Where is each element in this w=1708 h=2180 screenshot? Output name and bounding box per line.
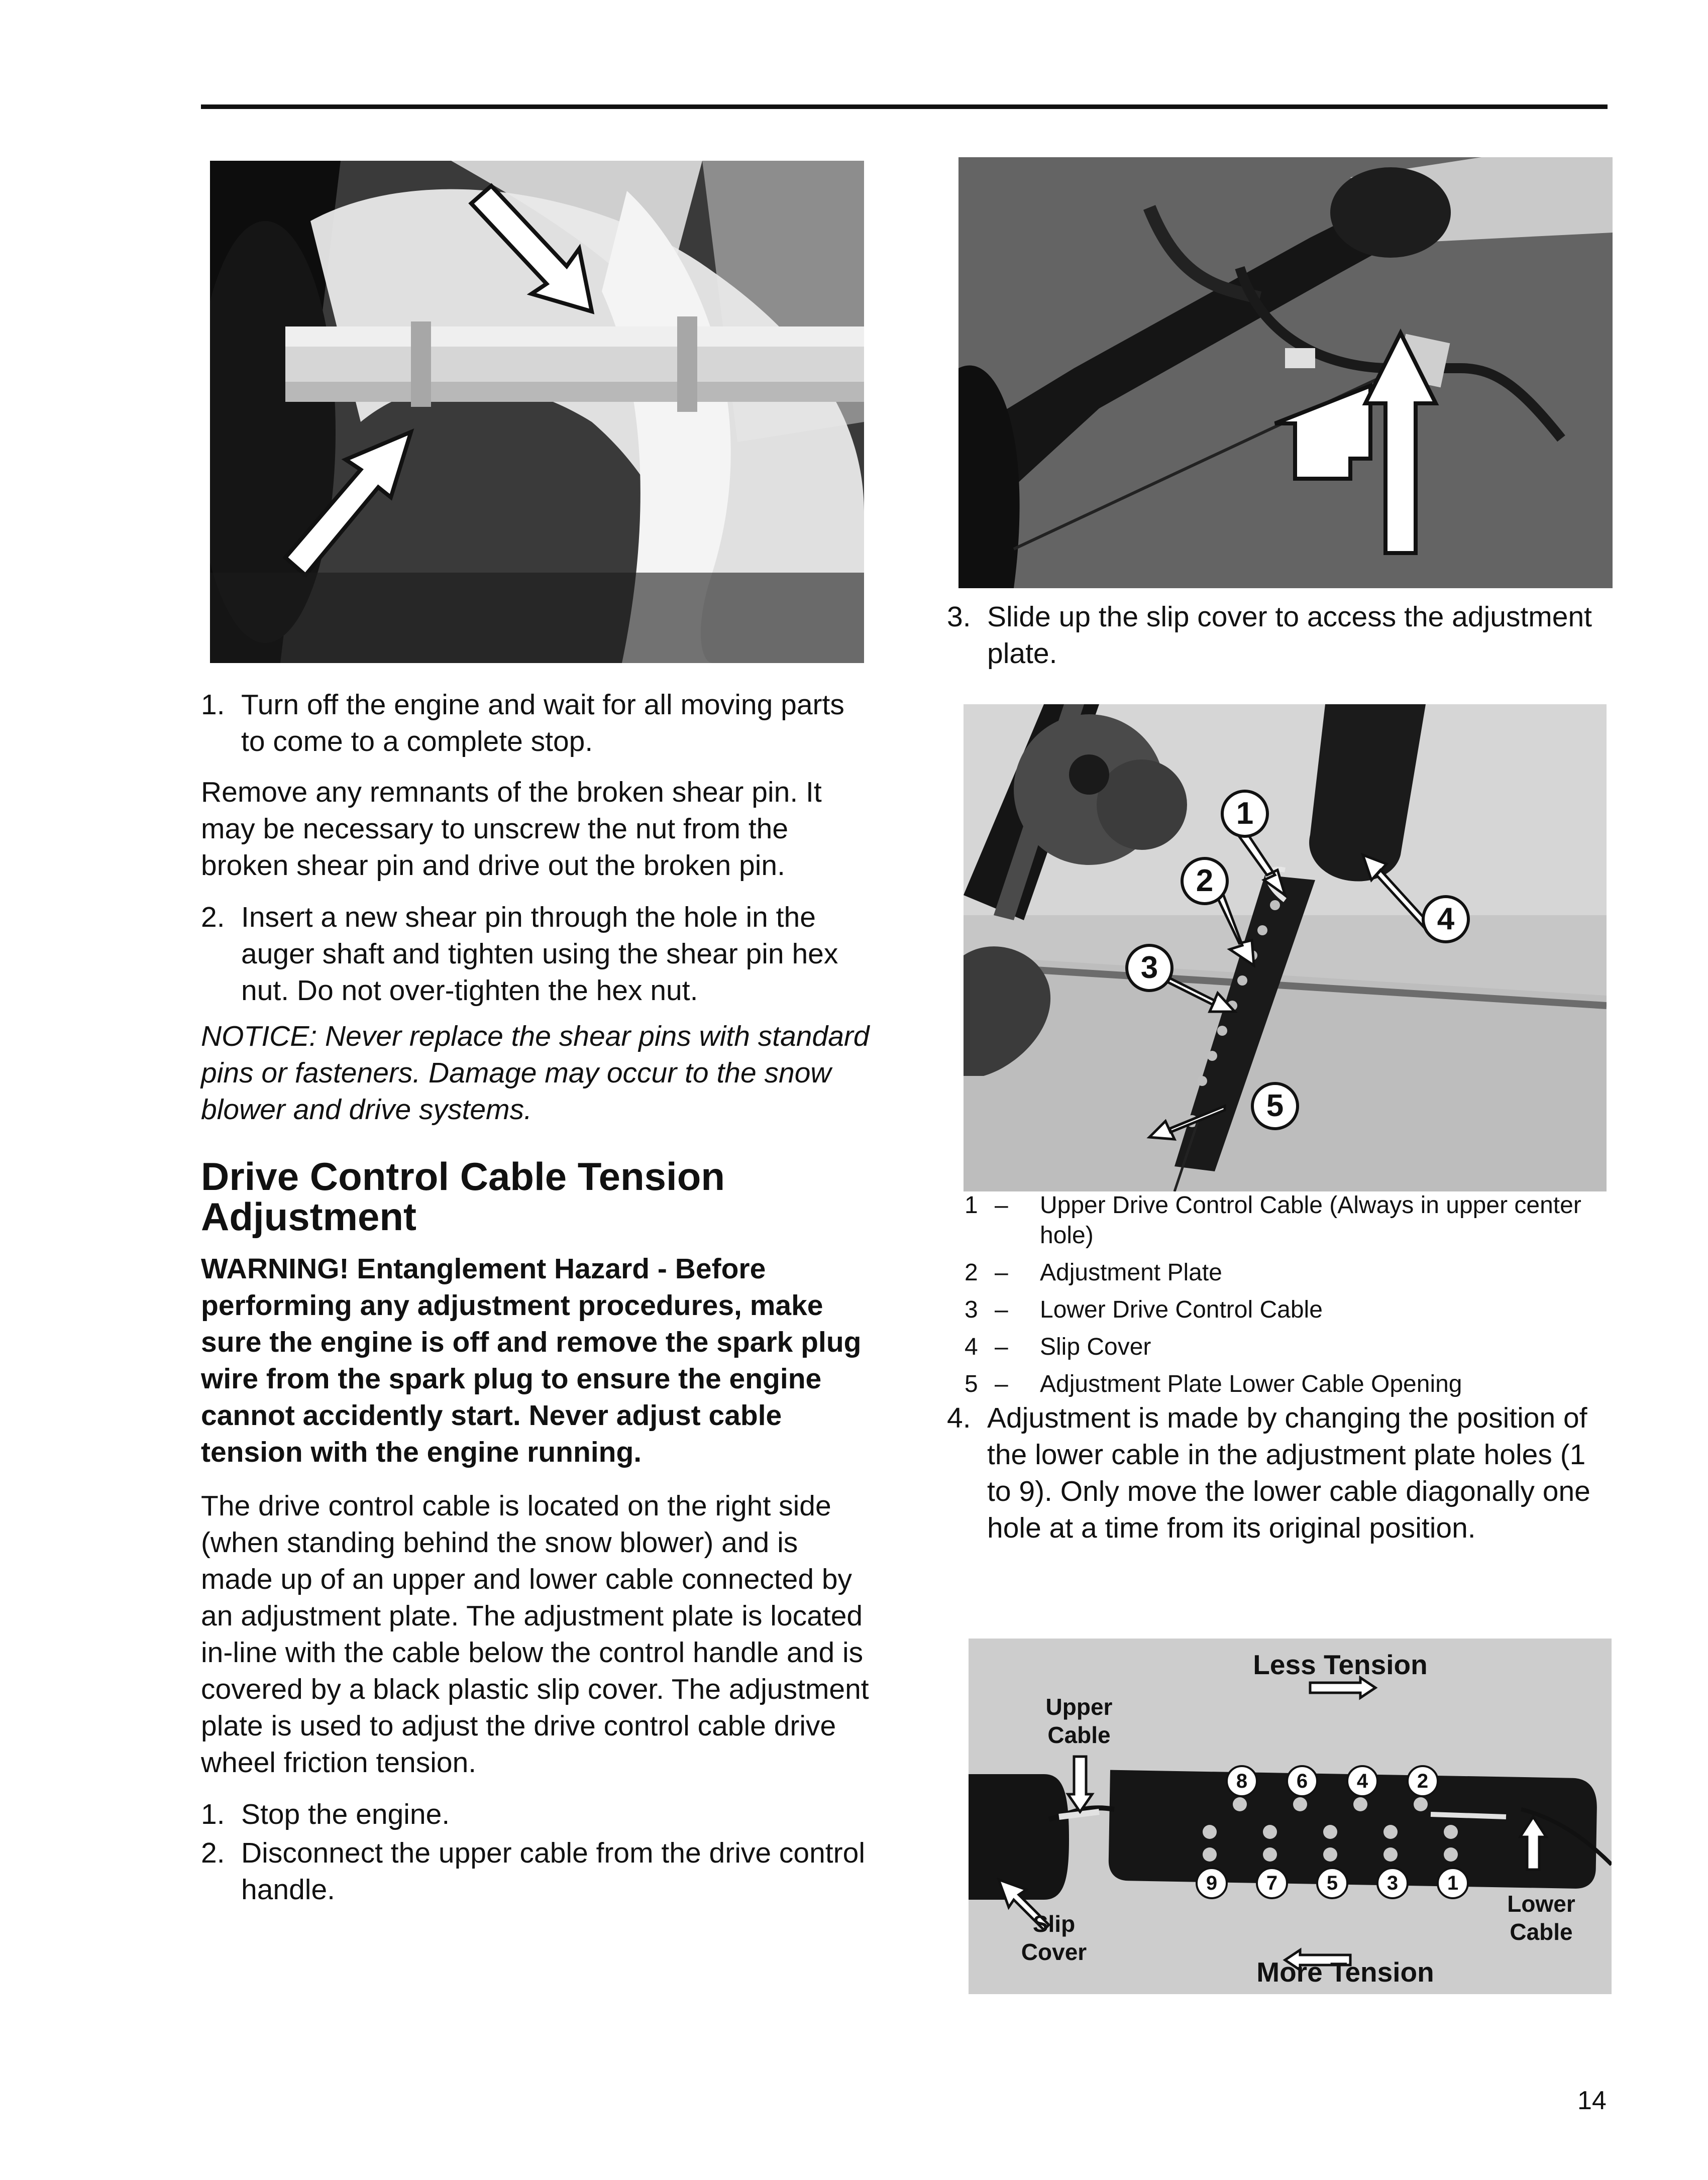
upper-cable-label-line1: Upper xyxy=(1045,1694,1113,1720)
step-4-block xyxy=(947,1400,1610,1556)
legend-text: Upper Drive Control Cable (Always in upper center hole) xyxy=(1040,1192,1581,1249)
legend-text: Adjustment Plate xyxy=(1040,1259,1222,1286)
step-3-block xyxy=(947,599,1610,681)
legend-text: Lower Drive Control Cable xyxy=(1040,1296,1323,1323)
hole-number: 1 xyxy=(1437,1867,1469,1899)
step-text: Disconnect the upper cable from the drive control handle. xyxy=(241,1837,865,1906)
step-number: 1. xyxy=(201,1798,225,1830)
step-stop-engine xyxy=(201,1796,874,1833)
step-number: 2. xyxy=(201,901,225,933)
more-tension-label: More Tension xyxy=(1256,1956,1434,1988)
slip-cover-label xyxy=(1004,1910,1104,1966)
step-3 xyxy=(947,599,1610,672)
callout-1: 1 xyxy=(1236,796,1254,831)
hole-number: 3 xyxy=(1376,1867,1409,1899)
step-text: Adjustment is made by changing the position of the lower cable in the adjustment plate holes (1 to 9). Only move the lower cable diagonally one hole at a time from its original position. xyxy=(987,1402,1590,1544)
legend-row xyxy=(965,1295,1608,1325)
hole-number: 9 xyxy=(1196,1867,1228,1899)
lower-cable-label xyxy=(1491,1890,1591,1946)
section-heading: Drive Control Cable Tension Adjustment xyxy=(201,1154,725,1239)
legend-row xyxy=(965,1369,1608,1399)
callout-4: 4 xyxy=(1437,902,1455,936)
upper-cable-label xyxy=(1029,1693,1129,1749)
upper-cable-label-line2: Cable xyxy=(1047,1722,1111,1748)
page-number: 14 xyxy=(1577,2086,1607,2115)
photo-upper-cable-handle xyxy=(958,157,1613,588)
hole-number: 8 xyxy=(1226,1765,1258,1797)
step-number: 1. xyxy=(201,689,225,721)
legend-num: 3 xyxy=(965,1296,978,1323)
hole-number: 6 xyxy=(1286,1765,1318,1797)
legend-dash: – xyxy=(995,1334,1008,1360)
step-number: 2. xyxy=(201,1837,225,1869)
slip-cover-label-line1: Slip xyxy=(1032,1911,1076,1937)
photo-auger-shear-pins xyxy=(210,161,864,663)
legend-num: 2 xyxy=(965,1259,978,1286)
remove-remnants-paragraph: Remove any remnants of the broken shear pin. It may be necessary to unscrew the nut from the broken shear pin and drive out the broken pin. xyxy=(201,776,822,882)
callout-3: 3 xyxy=(1140,950,1158,985)
slip-cover-label-line2: Cover xyxy=(1021,1939,1087,1965)
step-number: 4. xyxy=(947,1402,971,1434)
diagram-adjustment-plate-holes xyxy=(969,1639,1612,1994)
step-text: Turn off the engine and wait for all moving parts to come to a complete stop. xyxy=(241,689,844,757)
callout-5: 5 xyxy=(1266,1088,1284,1123)
step-4 xyxy=(947,1400,1610,1547)
legend-text: Adjustment Plate Lower Cable Opening xyxy=(1040,1371,1462,1397)
legend-dash: – xyxy=(995,1259,1008,1286)
legend-row xyxy=(965,1190,1608,1251)
callout-legend xyxy=(965,1190,1608,1406)
hole-number: 4 xyxy=(1346,1765,1378,1797)
legend-dash: – xyxy=(995,1371,1008,1397)
lower-cable-label-line1: Lower xyxy=(1507,1891,1575,1917)
hole-number: 2 xyxy=(1407,1765,1439,1797)
legend-dash: – xyxy=(995,1192,1008,1219)
description-paragraph: The drive control cable is located on the right side (when standing behind the snow blower) and is made up of an upper and lower cable connected by an adjustment plate. The adjustment plate is located in-line with the cable below the control handle and is covered by a black plastic slip cover. The adjustment plate is used to adjust the drive control cable drive wheel friction tension. xyxy=(201,1490,869,1779)
step-2-insert-pin xyxy=(201,899,874,1009)
legend-dash: – xyxy=(995,1296,1008,1323)
header-rule xyxy=(201,104,1608,109)
legend-text: Slip Cover xyxy=(1040,1334,1151,1360)
callout-2: 2 xyxy=(1196,863,1214,898)
step-disconnect-cable xyxy=(201,1835,874,1908)
legend-num: 1 xyxy=(965,1192,978,1219)
legend-row xyxy=(965,1258,1608,1288)
step-text: Stop the engine. xyxy=(241,1798,450,1830)
hole-number: 7 xyxy=(1256,1867,1288,1899)
step-1-turn-off xyxy=(201,687,874,760)
legend-num: 4 xyxy=(965,1334,978,1360)
hole-number: 5 xyxy=(1316,1867,1348,1899)
lower-cable-label-line2: Cable xyxy=(1510,1919,1573,1945)
legend-row xyxy=(965,1332,1608,1362)
photo-adjustment-plate-callouts xyxy=(964,704,1607,1191)
less-tension-label: Less Tension xyxy=(1253,1649,1428,1680)
step-text: Slide up the slip cover to access the adjustment plate. xyxy=(987,601,1592,670)
left-column xyxy=(201,687,874,1917)
notice-paragraph: NOTICE: Never replace the shear pins with standard pins or fasteners. Damage may occur to the snow blower and drive systems. xyxy=(201,1020,870,1126)
warning-paragraph: WARNING! Entanglement Hazard - Before performing any adjustment procedures, make sure the engine is off and remove the spark plug wire from the spark plug to ensure the engine cannot accidently start. Never adjust cable tension with the engine running. xyxy=(201,1253,862,1468)
step-number: 3. xyxy=(947,601,971,633)
step-text: Insert a new shear pin through the hole in the auger shaft and tighten using the shear pin hex nut. Do not over-tighten the hex nut. xyxy=(241,901,838,1007)
legend-num: 5 xyxy=(965,1371,978,1397)
